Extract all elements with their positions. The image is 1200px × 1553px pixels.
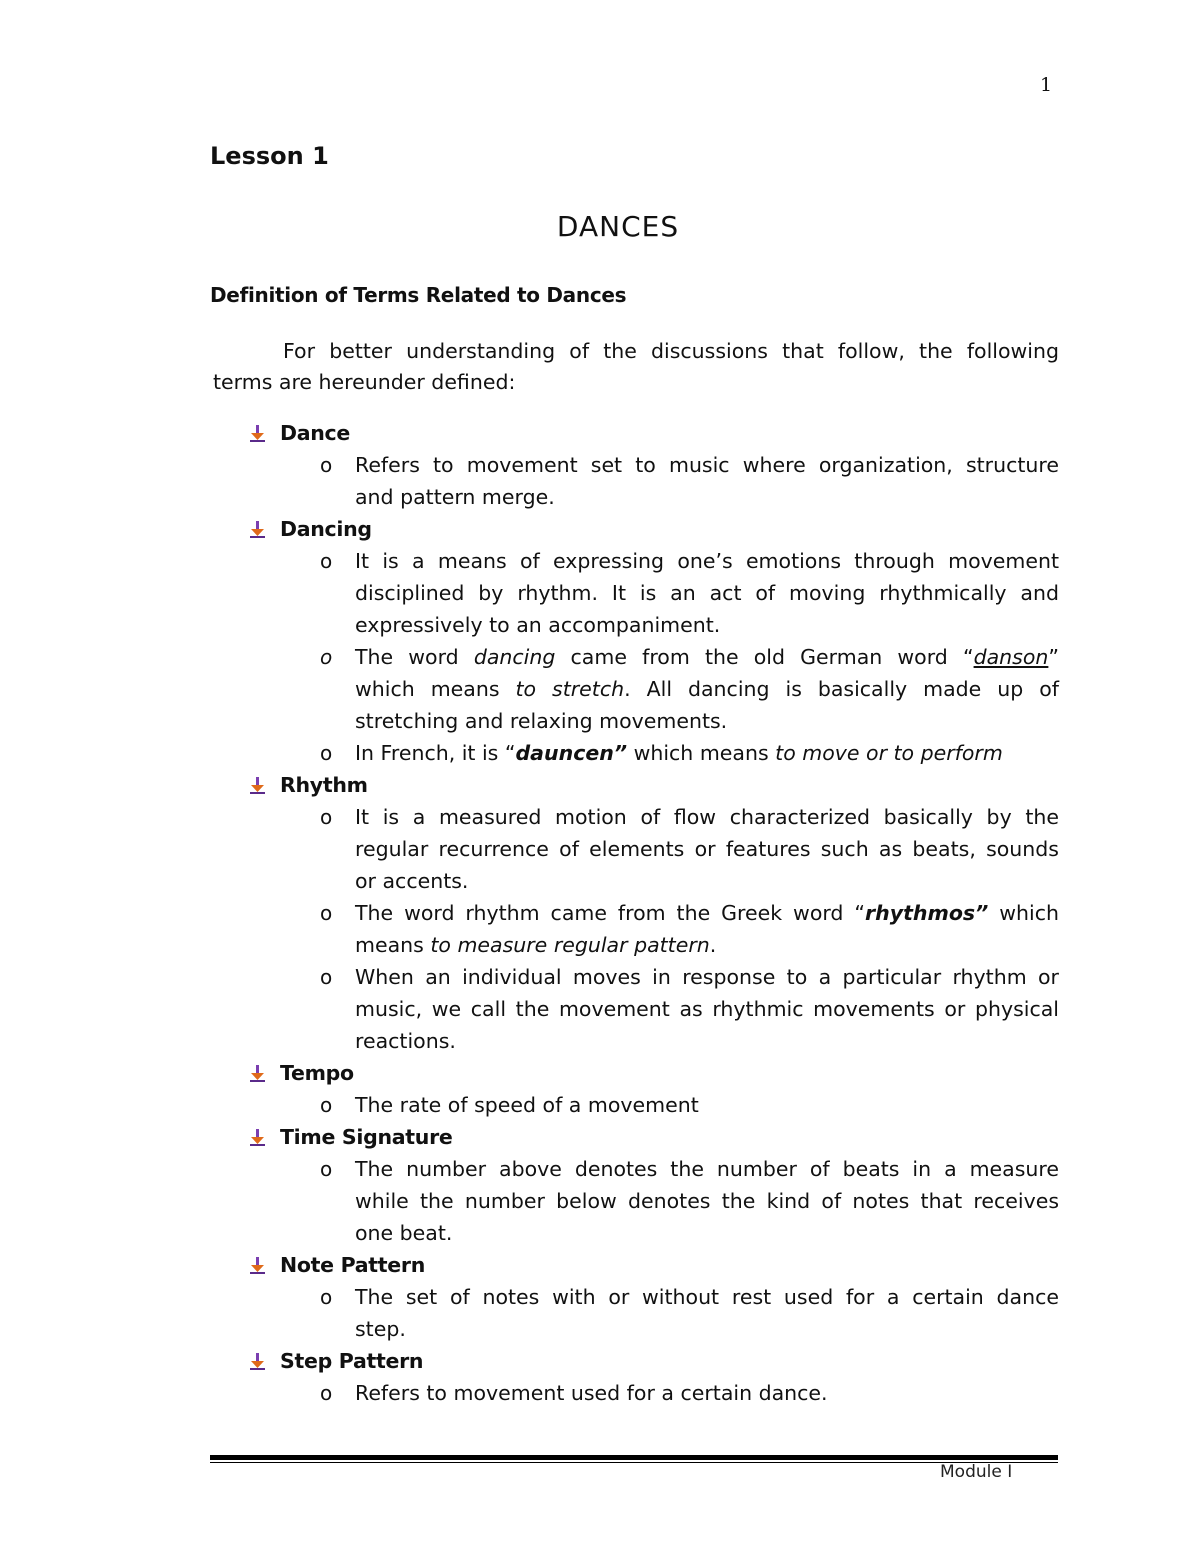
section-heading: Definition of Terms Related to Dances — [210, 283, 627, 307]
bullet-mark: o — [320, 1157, 333, 1181]
definition-item — [318, 545, 1059, 641]
term-name: Dance — [280, 421, 350, 445]
definition-line: When an individual moves in response to a particular rhythm or — [355, 965, 1059, 989]
term-tempo — [248, 1057, 1059, 1089]
intro-line: For better understanding of the discussions that follow, the following — [283, 339, 1059, 363]
definition-line: stretching and relaxing movements. — [355, 709, 728, 733]
bullet-mark: o — [320, 645, 333, 669]
term-name: Time Signature — [280, 1125, 453, 1149]
definition-item — [318, 737, 1059, 769]
definition-item — [318, 1153, 1059, 1249]
term-name: Dancing — [280, 517, 372, 541]
definition-item — [318, 641, 1059, 737]
footer-divider — [210, 1455, 1058, 1460]
definition-item — [318, 1377, 1059, 1409]
bullet-mark: o — [320, 1381, 333, 1405]
definition-line: It is a means of expressing one’s emotions through movement — [355, 549, 1059, 573]
term-list — [248, 417, 1059, 1409]
definition-item — [318, 449, 1059, 513]
definition-line: reactions. — [355, 1029, 456, 1053]
definition-line: The number above denotes the number of beats in a measure — [355, 1157, 1059, 1181]
arrow-down-bullet-icon — [248, 423, 280, 443]
page-number: 1 — [1040, 74, 1053, 96]
definition-line: Refers to movement set to music where organization, structure — [355, 453, 1059, 477]
term-time-signature — [248, 1121, 1059, 1153]
bullet-mark: o — [320, 901, 333, 925]
arrow-down-bullet-icon — [248, 519, 280, 539]
bullet-mark: o — [320, 805, 333, 829]
intro-line: terms are hereunder defined: — [213, 370, 516, 394]
definition-line: which means to stretch. All dancing is basically made up of — [355, 677, 1059, 701]
definition-line: Refers to movement used for a certain dance. — [355, 1381, 828, 1405]
definition-line: The word dancing came from the old German word “danson” — [355, 645, 1059, 669]
arrow-down-bullet-icon — [248, 1063, 280, 1083]
definition-line: and pattern merge. — [355, 485, 555, 509]
term-rhythm — [248, 769, 1059, 801]
definition-line: In French, it is “dauncen” which means to move or to perform — [355, 741, 1003, 765]
bullet-mark: o — [320, 1285, 333, 1309]
definition-line: expressively to an accompaniment. — [355, 613, 721, 637]
term-note-pattern — [248, 1249, 1059, 1281]
definition-item — [318, 801, 1059, 897]
definition-item — [318, 1281, 1059, 1345]
term-name: Rhythm — [280, 773, 368, 797]
definition-item — [318, 1089, 1059, 1121]
arrow-down-bullet-icon — [248, 1127, 280, 1147]
bullet-mark: o — [320, 1093, 333, 1117]
term-name: Step Pattern — [280, 1349, 424, 1373]
bullet-mark: o — [320, 741, 333, 765]
footer-divider-thin — [210, 1462, 1058, 1463]
definition-line: The word rhythm came from the Greek word “rhythmos” which — [355, 901, 1059, 925]
bullet-mark: o — [320, 965, 333, 989]
arrow-down-bullet-icon — [248, 1255, 280, 1275]
arrow-down-bullet-icon — [248, 775, 280, 795]
definition-item — [318, 961, 1059, 1057]
definition-line: The rate of speed of a movement — [355, 1093, 699, 1117]
definition-line: It is a measured motion of flow characterized basically by the — [355, 805, 1059, 829]
definition-line: or accents. — [355, 869, 469, 893]
page-title: DANCES — [556, 210, 680, 243]
arrow-down-bullet-icon — [248, 1351, 280, 1371]
definition-line: while the number below denotes the kind of notes that receives — [355, 1189, 1059, 1213]
term-dancing — [248, 513, 1059, 545]
bullet-mark: o — [320, 453, 333, 477]
definition-line: step. — [355, 1317, 406, 1341]
lesson-title: Lesson 1 — [210, 142, 329, 170]
definition-line: disciplined by rhythm. It is an act of moving rhythmically and — [355, 581, 1059, 605]
definition-item — [318, 897, 1059, 961]
term-name: Note Pattern — [280, 1253, 425, 1277]
definition-line: music, we call the movement as rhythmic movements or physical — [355, 997, 1059, 1021]
definition-line: The set of notes with or without rest used for a certain dance — [355, 1285, 1059, 1309]
definition-line: means to measure regular pattern. — [355, 933, 717, 957]
footer-module-label: Module I — [940, 1462, 1013, 1482]
definition-line: one beat. — [355, 1221, 453, 1245]
term-step-pattern — [248, 1345, 1059, 1377]
term-dance — [248, 417, 1059, 449]
intro-paragraph — [213, 336, 1059, 398]
term-name: Tempo — [280, 1061, 354, 1085]
definition-line: regular recurrence of elements or features such as beats, sounds — [355, 837, 1059, 861]
bullet-mark: o — [320, 549, 333, 573]
